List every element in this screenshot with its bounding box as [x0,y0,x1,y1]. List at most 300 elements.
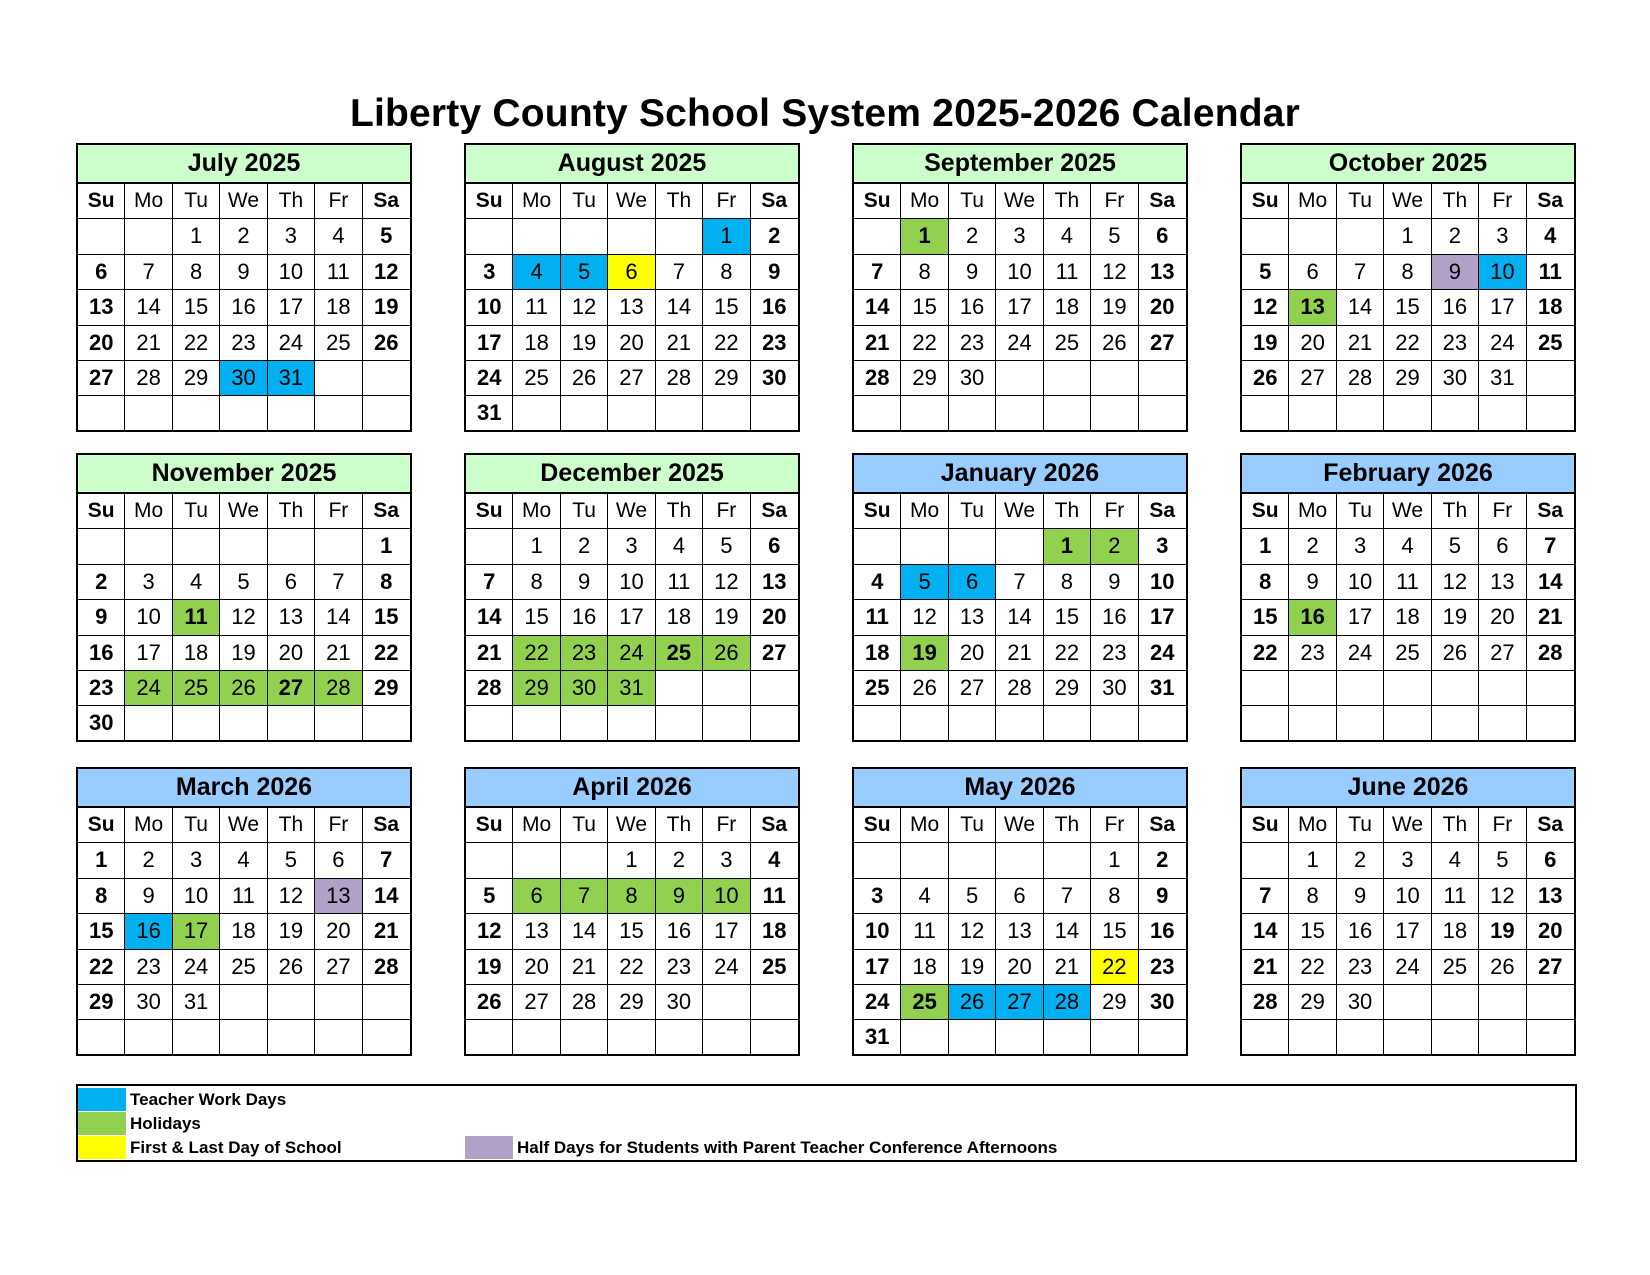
empty-cell [608,706,655,741]
day-cell: 22 [1091,950,1138,985]
weekday-header: Mo [125,494,172,529]
day-cell: 5 [363,219,410,254]
weekday-header: Fr [1091,808,1138,843]
day-cell: 20 [1289,326,1336,361]
day-cell: 18 [173,636,220,671]
month-title: August 2025 [466,145,798,184]
day-cell: 19 [949,950,996,985]
day-cell: 21 [315,636,362,671]
day-cell: 20 [78,326,125,361]
weekday-header: Mo [1289,184,1336,219]
empty-cell [854,219,901,254]
empty-cell [1479,985,1526,1020]
empty-cell [1384,1020,1431,1055]
day-cell: 26 [1091,326,1138,361]
day-cell: 28 [1044,985,1091,1020]
month-title: July 2025 [78,145,410,184]
day-cell: 24 [1384,950,1431,985]
empty-cell [1479,396,1526,431]
empty-cell [996,361,1043,396]
weekday-header: Fr [315,184,362,219]
empty-cell [1479,1020,1526,1055]
empty-cell [315,529,362,564]
empty-cell [1337,706,1384,741]
empty-cell [315,1020,362,1055]
day-cell: 16 [1289,600,1336,635]
month-june-2026 [1240,767,1576,1056]
empty-cell [173,529,220,564]
day-cell: 30 [78,706,125,741]
day-cell: 28 [125,361,172,396]
month-grid [1242,808,1574,1056]
weekday-header: We [996,184,1043,219]
day-cell: 4 [513,255,560,290]
day-cell: 31 [1139,671,1186,706]
day-cell: 23 [220,326,267,361]
day-cell: 28 [363,950,410,985]
day-cell: 28 [466,671,513,706]
day-cell: 12 [363,255,410,290]
month-title: March 2026 [78,769,410,808]
day-cell: 17 [466,326,513,361]
legend-item-half-days [465,1136,1057,1159]
empty-cell [363,396,410,431]
day-cell: 8 [173,255,220,290]
day-cell: 19 [561,326,608,361]
day-cell: 27 [996,985,1043,1020]
day-cell: 3 [173,843,220,878]
empty-cell [466,219,513,254]
day-cell: 31 [268,361,315,396]
empty-cell [1289,706,1336,741]
weekday-header: We [220,808,267,843]
day-cell: 3 [1479,219,1526,254]
empty-cell [1044,1020,1091,1055]
empty-cell [125,529,172,564]
day-cell: 31 [173,985,220,1020]
empty-cell [268,706,315,741]
weekday-header: Sa [1527,184,1574,219]
weekday-header: Fr [1091,184,1138,219]
empty-cell [78,219,125,254]
day-cell: 22 [1044,636,1091,671]
legend-item-first-last-day [78,1136,342,1159]
empty-cell [1337,396,1384,431]
day-cell: 11 [173,600,220,635]
empty-cell [656,1020,703,1055]
day-cell: 24 [1479,326,1526,361]
weekday-header: Th [1044,808,1091,843]
weekday-header: Fr [1479,184,1526,219]
day-cell: 6 [268,565,315,600]
day-cell: 14 [363,879,410,914]
month-may-2026 [852,767,1188,1056]
day-cell: 3 [703,843,750,878]
weekday-header: Mo [1289,494,1336,529]
day-cell: 3 [608,529,655,564]
empty-cell [608,396,655,431]
month-grid [78,494,410,742]
day-cell: 11 [1384,565,1431,600]
day-cell: 20 [513,950,560,985]
empty-cell [315,706,362,741]
weekday-header: Su [466,808,513,843]
day-cell: 29 [1091,985,1138,1020]
month-april-2026 [464,767,800,1056]
day-cell: 17 [268,290,315,325]
empty-cell [315,985,362,1020]
empty-cell [1091,396,1138,431]
day-cell: 12 [268,879,315,914]
empty-cell [268,985,315,1020]
empty-cell [363,706,410,741]
weekday-header: We [608,184,655,219]
day-cell: 13 [1479,565,1526,600]
empty-cell [363,1020,410,1055]
day-cell: 29 [1384,361,1431,396]
legend-item-holidays [78,1112,201,1135]
day-cell: 4 [315,219,362,254]
legend-label: Half Days for Students with Parent Teacher Conference Afternoons [517,1137,1058,1157]
day-cell: 4 [854,565,901,600]
day-cell: 8 [1384,255,1431,290]
legend-label: Holidays [130,1113,201,1133]
empty-cell [703,671,750,706]
day-cell: 7 [656,255,703,290]
day-cell: 27 [315,950,362,985]
legend-swatch-purple [465,1136,513,1159]
empty-cell [466,706,513,741]
empty-cell [1139,396,1186,431]
day-cell: 7 [1527,529,1574,564]
day-cell: 21 [996,636,1043,671]
day-cell: 30 [949,361,996,396]
day-cell: 29 [703,361,750,396]
empty-cell [751,985,798,1020]
day-cell: 15 [78,914,125,949]
weekday-header: Th [656,808,703,843]
day-cell: 18 [1432,914,1479,949]
empty-cell [220,529,267,564]
legend-label: Teacher Work Days [130,1089,287,1109]
day-cell: 9 [220,255,267,290]
empty-cell [561,219,608,254]
day-cell: 16 [125,914,172,949]
day-cell: 11 [1527,255,1574,290]
empty-cell [315,396,362,431]
day-cell: 10 [1139,565,1186,600]
day-cell: 1 [1384,219,1431,254]
day-cell: 30 [220,361,267,396]
empty-cell [220,396,267,431]
day-cell: 1 [513,529,560,564]
weekday-header: Sa [1527,808,1574,843]
empty-cell [1242,706,1289,741]
day-cell: 19 [1432,600,1479,635]
day-cell: 24 [1337,636,1384,671]
empty-cell [268,529,315,564]
day-cell: 29 [608,985,655,1020]
month-grid [78,184,410,432]
weekday-header: Sa [1139,494,1186,529]
day-cell: 3 [1337,529,1384,564]
day-cell: 8 [1044,565,1091,600]
day-cell: 28 [315,671,362,706]
weekday-header: Th [1432,808,1479,843]
day-cell: 11 [751,879,798,914]
day-cell: 22 [513,636,560,671]
day-cell: 1 [608,843,655,878]
empty-cell [751,671,798,706]
day-cell: 9 [78,600,125,635]
day-cell: 31 [466,396,513,431]
empty-cell [1527,1020,1574,1055]
day-cell: 11 [315,255,362,290]
empty-cell [466,843,513,878]
day-cell: 21 [561,950,608,985]
month-august-2025 [464,143,800,432]
day-cell: 1 [1289,843,1336,878]
empty-cell [608,1020,655,1055]
month-title: November 2025 [78,455,410,494]
day-cell: 27 [513,985,560,1020]
empty-cell [513,706,560,741]
day-cell: 16 [1091,600,1138,635]
day-cell: 27 [1289,361,1336,396]
empty-cell [513,843,560,878]
weekday-header: Th [268,494,315,529]
day-cell: 27 [78,361,125,396]
day-cell: 14 [1337,290,1384,325]
weekday-header: Su [854,184,901,219]
day-cell: 19 [363,290,410,325]
empty-cell [949,529,996,564]
day-cell: 9 [561,565,608,600]
month-september-2025 [852,143,1188,432]
weekday-header: We [608,808,655,843]
month-title: June 2026 [1242,769,1574,808]
empty-cell [1044,843,1091,878]
day-cell: 15 [1242,600,1289,635]
weekday-header: Sa [363,184,410,219]
day-cell: 4 [1044,219,1091,254]
empty-cell [608,219,655,254]
day-cell: 16 [78,636,125,671]
weekday-header: Fr [1479,494,1526,529]
weekday-header: Sa [751,494,798,529]
empty-cell [1337,219,1384,254]
empty-cell [901,843,948,878]
empty-cell [901,529,948,564]
weekday-header: Fr [1091,494,1138,529]
empty-cell [1384,706,1431,741]
weekday-header: Fr [1479,808,1526,843]
empty-cell [78,1020,125,1055]
day-cell: 15 [1091,914,1138,949]
day-cell: 18 [751,914,798,949]
day-cell: 31 [854,1020,901,1055]
day-cell: 26 [1479,950,1526,985]
day-cell: 5 [901,565,948,600]
empty-cell [751,1020,798,1055]
day-cell: 9 [1091,565,1138,600]
day-cell: 27 [608,361,655,396]
day-cell: 16 [1337,914,1384,949]
month-title: April 2026 [466,769,798,808]
weekday-header: We [1384,808,1431,843]
month-title: February 2026 [1242,455,1574,494]
day-cell: 2 [1432,219,1479,254]
day-cell: 18 [513,326,560,361]
weekday-header: Tu [949,494,996,529]
day-cell: 7 [996,565,1043,600]
day-cell: 14 [656,290,703,325]
empty-cell [173,706,220,741]
day-cell: 20 [949,636,996,671]
day-cell: 7 [125,255,172,290]
day-cell: 18 [315,290,362,325]
empty-cell [1139,1020,1186,1055]
day-cell: 15 [173,290,220,325]
day-cell: 5 [220,565,267,600]
day-cell: 28 [854,361,901,396]
day-cell: 25 [854,671,901,706]
day-cell: 26 [1432,636,1479,671]
day-cell: 28 [1337,361,1384,396]
day-cell: 4 [656,529,703,564]
empty-cell [1384,985,1431,1020]
day-cell: 29 [1289,985,1336,1020]
day-cell: 7 [1242,879,1289,914]
day-cell: 25 [751,950,798,985]
day-cell: 20 [996,950,1043,985]
weekday-header: Tu [173,184,220,219]
day-cell: 30 [1432,361,1479,396]
day-cell: 14 [466,600,513,635]
day-cell: 14 [854,290,901,325]
day-cell: 10 [268,255,315,290]
month-march-2026 [76,767,412,1056]
weekday-header: We [220,184,267,219]
month-grid [854,808,1186,1056]
weekday-header: Tu [561,184,608,219]
empty-cell [1242,671,1289,706]
day-cell: 30 [1139,985,1186,1020]
day-cell: 25 [173,671,220,706]
day-cell: 6 [1527,843,1574,878]
weekday-header: Tu [173,494,220,529]
day-cell: 11 [901,914,948,949]
day-cell: 26 [268,950,315,985]
empty-cell [751,396,798,431]
day-cell: 30 [561,671,608,706]
day-cell: 1 [703,219,750,254]
day-cell: 13 [268,600,315,635]
empty-cell [949,843,996,878]
empty-cell [1527,985,1574,1020]
day-cell: 13 [751,565,798,600]
weekday-header: Th [1432,184,1479,219]
day-cell: 23 [561,636,608,671]
month-grid [1242,494,1574,742]
day-cell: 1 [1091,843,1138,878]
day-cell: 12 [1479,879,1526,914]
day-cell: 2 [78,565,125,600]
day-cell: 5 [268,843,315,878]
empty-cell [561,396,608,431]
empty-cell [1242,843,1289,878]
day-cell: 14 [315,600,362,635]
day-cell: 6 [608,255,655,290]
empty-cell [1242,1020,1289,1055]
empty-cell [1527,396,1574,431]
month-title: December 2025 [466,455,798,494]
day-cell: 13 [315,879,362,914]
day-cell: 30 [125,985,172,1020]
day-cell: 11 [656,565,703,600]
day-cell: 13 [1139,255,1186,290]
empty-cell [901,396,948,431]
day-cell: 16 [561,600,608,635]
day-cell: 31 [1479,361,1526,396]
weekday-header: Sa [363,494,410,529]
empty-cell [854,706,901,741]
empty-cell [513,219,560,254]
month-grid [854,184,1186,432]
month-title: January 2026 [854,455,1186,494]
empty-cell [1091,361,1138,396]
weekday-header: Tu [949,184,996,219]
weekday-header: Mo [513,808,560,843]
empty-cell [78,529,125,564]
month-title: September 2025 [854,145,1186,184]
day-cell: 15 [1289,914,1336,949]
weekday-header: Su [78,184,125,219]
month-december-2025 [464,453,800,742]
day-cell: 30 [1091,671,1138,706]
empty-cell [901,1020,948,1055]
day-cell: 8 [703,255,750,290]
day-cell: 24 [173,950,220,985]
day-cell: 1 [1242,529,1289,564]
day-cell: 22 [703,326,750,361]
empty-cell [656,706,703,741]
day-cell: 23 [1289,636,1336,671]
day-cell: 5 [561,255,608,290]
day-cell: 4 [173,565,220,600]
day-cell: 2 [949,219,996,254]
day-cell: 13 [949,600,996,635]
empty-cell [949,396,996,431]
weekday-header: Su [466,184,513,219]
day-cell: 22 [901,326,948,361]
empty-cell [751,706,798,741]
day-cell: 10 [703,879,750,914]
day-cell: 23 [1139,950,1186,985]
day-cell: 15 [608,914,655,949]
weekday-header: Su [854,494,901,529]
empty-cell [1432,706,1479,741]
day-cell: 2 [1091,529,1138,564]
month-january-2026 [852,453,1188,742]
day-cell: 6 [751,529,798,564]
empty-cell [854,529,901,564]
day-cell: 22 [608,950,655,985]
weekday-header: Th [1432,494,1479,529]
day-cell: 20 [268,636,315,671]
month-july-2025 [76,143,412,432]
empty-cell [125,219,172,254]
